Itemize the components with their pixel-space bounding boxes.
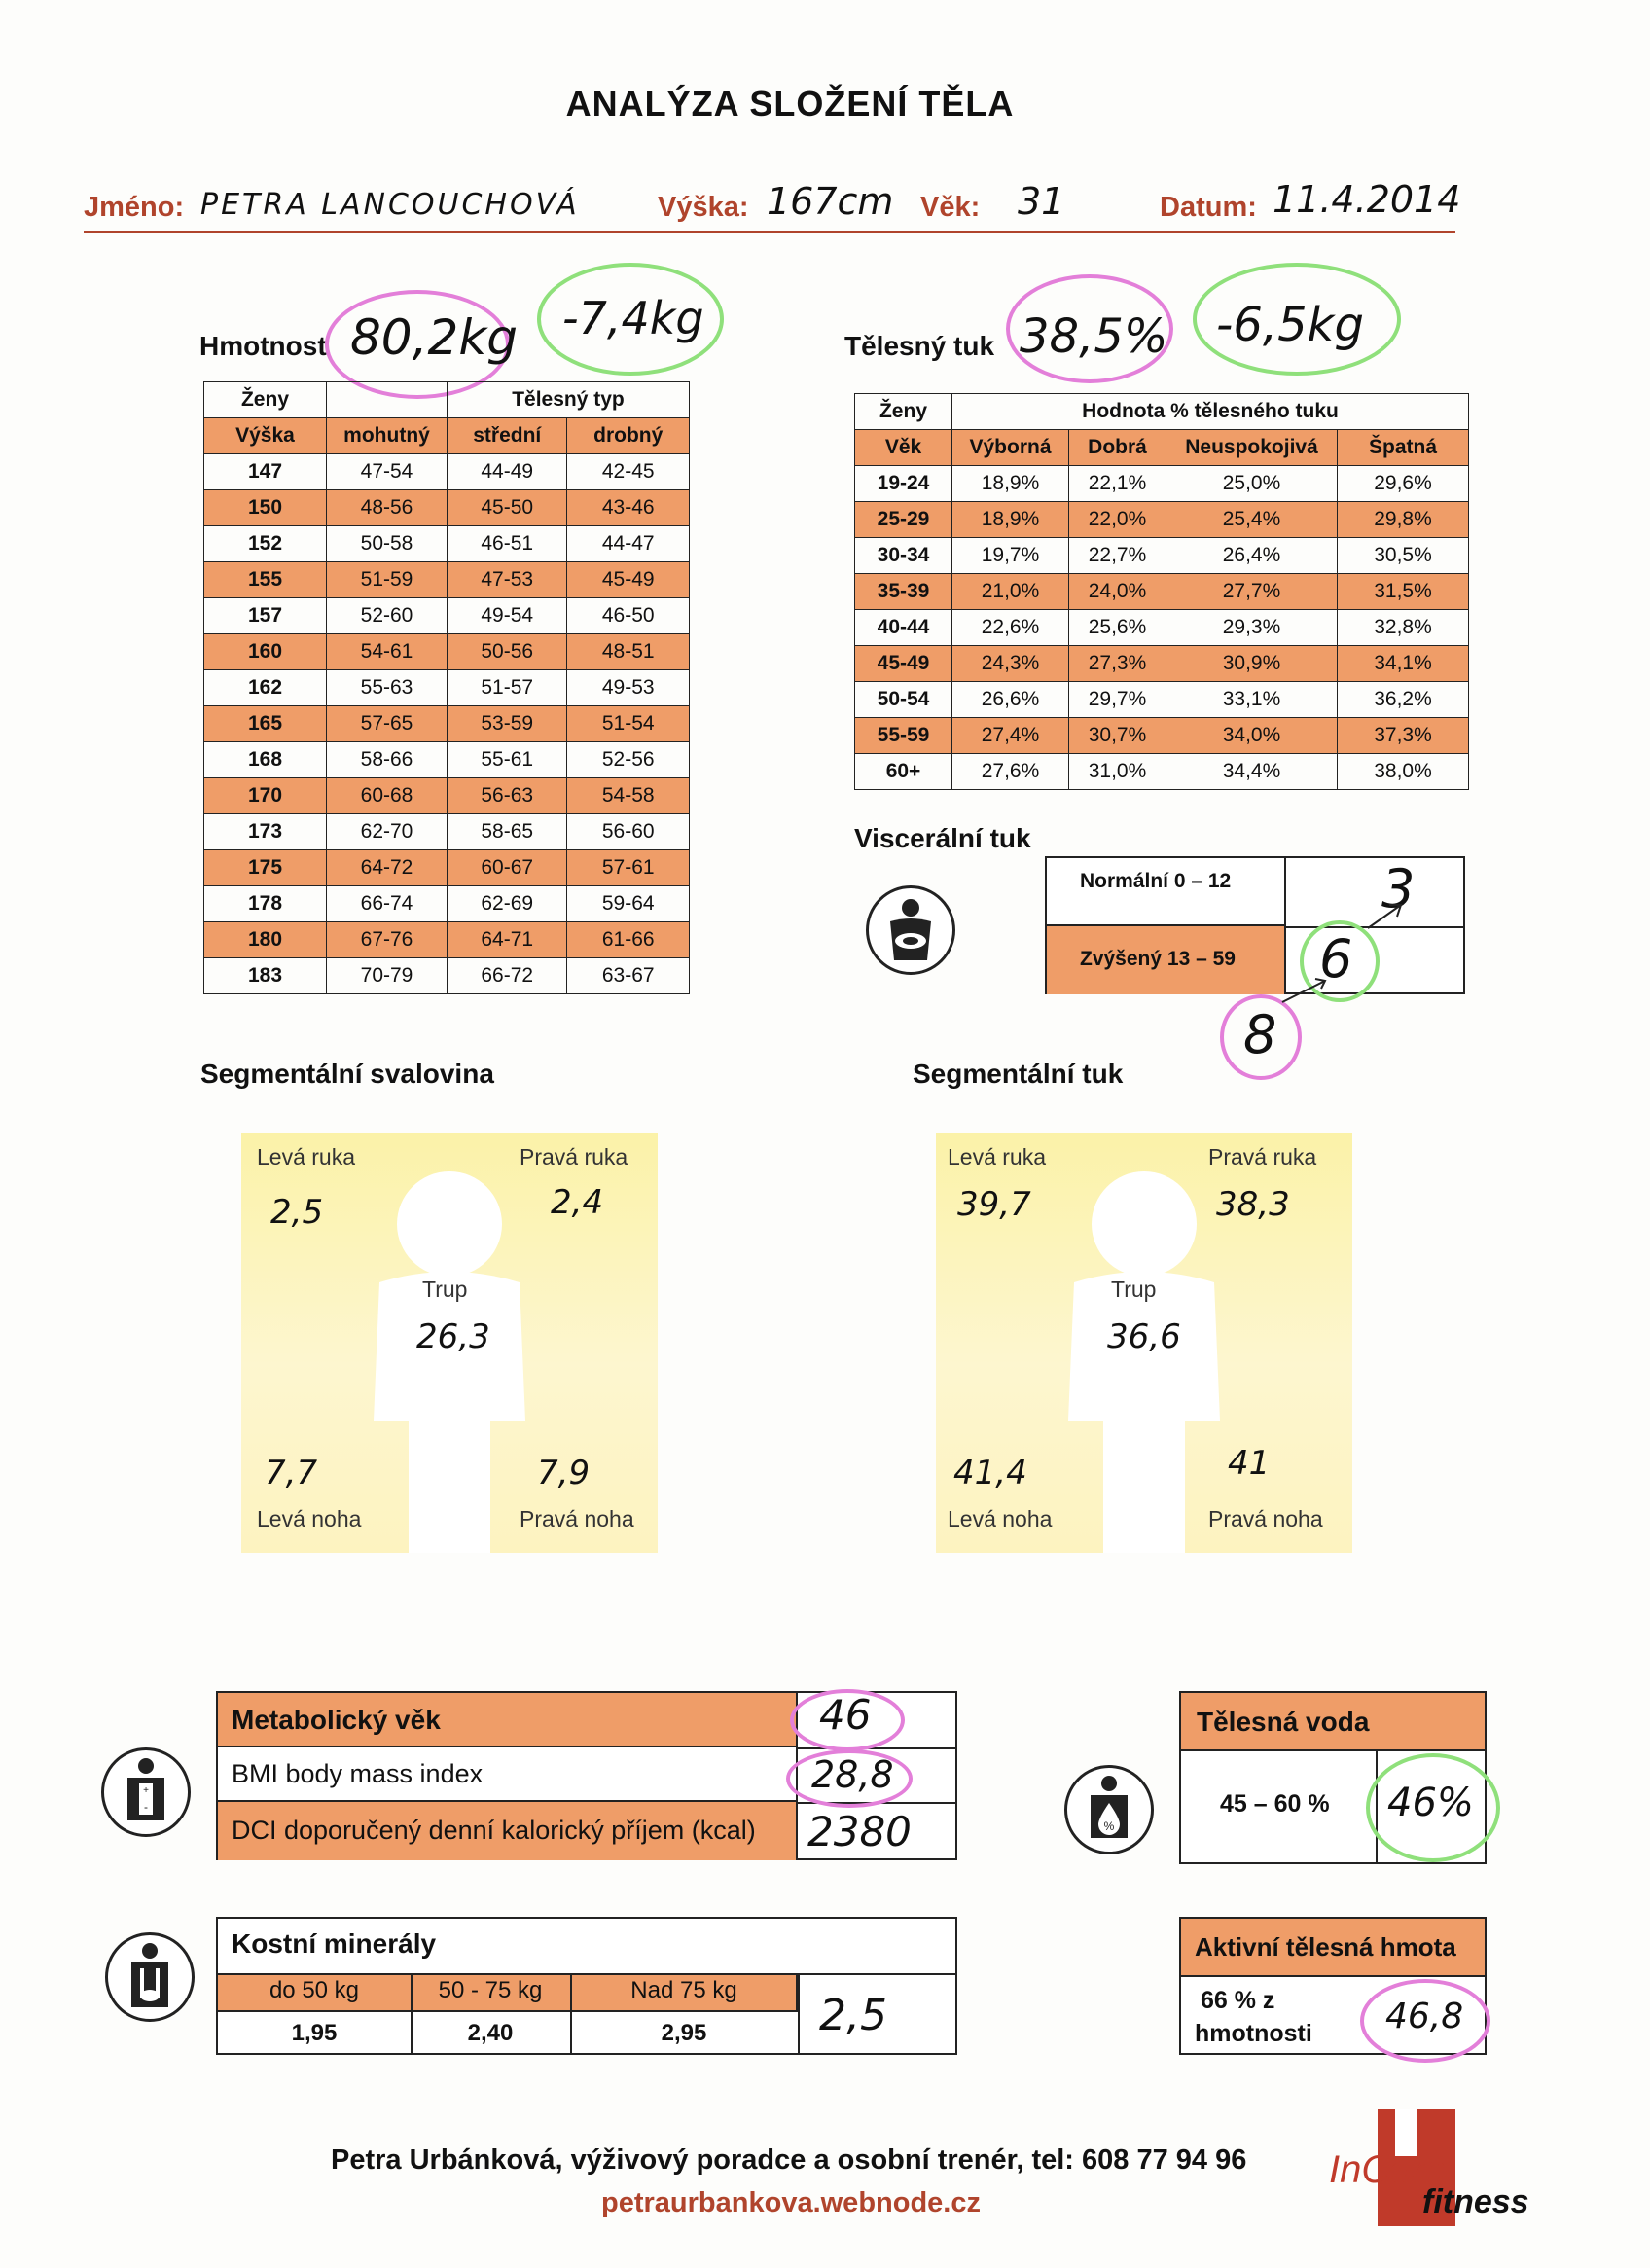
height-value: 167cm (767, 180, 894, 223)
seg-f-trunk: 36,6 (1107, 1317, 1181, 1356)
bone-val-0: 1,95 (291, 2020, 338, 2046)
weight-sub-2: střední (448, 418, 567, 454)
weight-row (204, 958, 690, 994)
seg-f-rarm: 38,3 (1216, 1185, 1290, 1224)
fat-cell: 22,6% (952, 610, 1069, 646)
fat-cell: 55-59 (855, 718, 952, 754)
bone-col-1: 50 - 75 kg (438, 1977, 543, 2003)
weight-th-1 (327, 382, 448, 418)
seg-f-rarm-label: Pravá ruka (1208, 1144, 1317, 1170)
weight-label: Hmotnost (199, 331, 327, 361)
weight-th-2: Tělesný typ (448, 382, 690, 418)
fat-cell: 34,4% (1166, 754, 1338, 790)
logo-text: InCore (1329, 2148, 1447, 2191)
seg-m-rarm: 2,4 (551, 1183, 604, 1222)
svg-text:%: % (1103, 1819, 1115, 1833)
water-value: 46% (1387, 1781, 1474, 1825)
active-desc1: 66 % z (1201, 1987, 1275, 2014)
weight-cell: 48-56 (327, 490, 448, 526)
fat-cell: 40-44 (855, 610, 952, 646)
weight-cell: 55-61 (448, 742, 567, 778)
visceral-old: 8 (1243, 1004, 1277, 1065)
fat-row (855, 610, 1469, 646)
weight-cell: 45-50 (448, 490, 567, 526)
weight-cell: 52-56 (567, 742, 690, 778)
weight-cell: 44-49 (448, 454, 567, 490)
weight-cell: 150 (204, 490, 327, 526)
weight-sub-0: Výška (204, 418, 327, 454)
active-label: Aktivní tělesná hmota (1181, 1919, 1485, 1977)
water-person-icon (1064, 1765, 1154, 1854)
bone-val-2: 2,95 (661, 2020, 707, 2046)
seg-muscle-label: Segmentální svalovina (200, 1059, 494, 1089)
fat-sub-2: Dobrá (1069, 430, 1166, 466)
fat-cell: 18,9% (952, 466, 1069, 502)
weight-cell: 62-70 (327, 814, 448, 850)
fat-cell: 22,1% (1069, 466, 1166, 502)
weight-cell: 70-79 (327, 958, 448, 994)
weight-cell: 52-60 (327, 598, 448, 634)
weight-cell: 53-59 (448, 706, 567, 742)
weight-cell: 155 (204, 562, 327, 598)
visceral-arrows (1265, 876, 1411, 1012)
fat-change: -6,5kg (1216, 298, 1364, 352)
seg-f-lleg-label: Levá noha (948, 1506, 1053, 1531)
weight-cell: 60-67 (448, 850, 567, 886)
weight-row (204, 670, 690, 706)
metabolic-age-value: 46 (819, 1691, 872, 1739)
weight-cell: 183 (204, 958, 327, 994)
header-line (84, 178, 1461, 233)
weight-cell: 66-72 (448, 958, 567, 994)
fat-row (855, 574, 1469, 610)
weight-cell: 170 (204, 778, 327, 814)
age-value: 31 (1018, 180, 1065, 223)
weight-cell: 165 (204, 706, 327, 742)
fat-cell: 34,1% (1338, 646, 1469, 682)
weight-cell: 50-56 (448, 634, 567, 670)
weight-row (204, 526, 690, 562)
weight-cell: 47-54 (327, 454, 448, 490)
bone-col-2: Nad 75 kg (630, 1977, 737, 2003)
bmi-label: BMI body mass index (218, 1747, 798, 1802)
seg-f-trunk-label: Trup (1111, 1277, 1157, 1302)
logo-subtext: fitness (1422, 2183, 1529, 2220)
visceral-raised: Zvýšený 13 – 59 (1047, 926, 1286, 994)
weight-cell: 63-67 (567, 958, 690, 994)
weight-cell: 49-54 (448, 598, 567, 634)
weight-row (204, 814, 690, 850)
weight-cell: 49-53 (567, 670, 690, 706)
weight-cell: 55-63 (327, 670, 448, 706)
weight-value: 80,2kg (350, 309, 519, 366)
fat-cell: 22,0% (1069, 502, 1166, 538)
age-label: Věk: (920, 192, 981, 223)
name-value: PETRA LANCOUCHOVÁ (200, 188, 580, 222)
water-range: 45 – 60 % (1220, 1790, 1330, 1818)
weight-cell: 56-63 (448, 778, 567, 814)
fat-row (855, 682, 1469, 718)
weight-row (204, 598, 690, 634)
weight-cell: 57-65 (327, 706, 448, 742)
fat-cell: 27,7% (1166, 574, 1338, 610)
battery-person-icon (101, 1747, 191, 1837)
fat-th-0: Ženy (855, 394, 952, 430)
fat-cell: 33,1% (1166, 682, 1338, 718)
bone-label: Kostní minerály (232, 1928, 437, 1959)
date-value: 11.4.2014 (1273, 178, 1461, 221)
weight-row (204, 454, 690, 490)
fat-row (855, 754, 1469, 790)
seg-m-trunk: 26,3 (416, 1317, 490, 1356)
visceral-person-icon (866, 885, 955, 975)
seg-fat-label: Segmentální tuk (913, 1059, 1124, 1089)
date-label: Datum: (1160, 192, 1257, 223)
fat-cell: 30-34 (855, 538, 952, 574)
weight-cell: 44-47 (567, 526, 690, 562)
seg-m-rleg: 7,9 (537, 1454, 591, 1493)
fat-cell: 29,3% (1166, 610, 1338, 646)
fat-cell: 31,5% (1338, 574, 1469, 610)
fat-cell: 35-39 (855, 574, 952, 610)
fat-sub-4: Špatná (1338, 430, 1469, 466)
weight-cell: 157 (204, 598, 327, 634)
footer-website[interactable]: petraurbankova.webnode.cz (601, 2187, 981, 2218)
weight-cell: 168 (204, 742, 327, 778)
fat-cell: 26,4% (1166, 538, 1338, 574)
weight-cell: 54-58 (567, 778, 690, 814)
fat-cell: 25-29 (855, 502, 952, 538)
fat-value: 38,5% (1020, 309, 1168, 364)
bone-col-0: do 50 kg (269, 1977, 360, 2003)
seg-m-rarm-label: Pravá ruka (520, 1144, 628, 1170)
weight-cell: 50-58 (327, 526, 448, 562)
weight-row (204, 778, 690, 814)
dci-value: 2380 (807, 1808, 912, 1855)
weight-cell: 51-54 (567, 706, 690, 742)
metabolic-age-label: Metabolický věk (218, 1693, 798, 1747)
weight-cell: 64-71 (448, 922, 567, 958)
visceral-label: Viscerální tuk (854, 823, 1031, 853)
visceral-normal: Normální 0 – 12 (1047, 858, 1286, 926)
seg-f-larm-label: Levá ruka (948, 1144, 1047, 1170)
seg-muscle-panel (241, 1133, 658, 1553)
weight-cell: 59-64 (567, 886, 690, 922)
fat-row (855, 502, 1469, 538)
height-label: Výška: (658, 192, 749, 223)
weight-cell: 64-72 (327, 850, 448, 886)
weight-cell: 178 (204, 886, 327, 922)
fat-cell: 24,0% (1069, 574, 1166, 610)
seg-f-rleg: 41 (1228, 1444, 1271, 1483)
weight-row (204, 742, 690, 778)
fat-cell: 32,8% (1338, 610, 1469, 646)
fat-cell: 25,4% (1166, 502, 1338, 538)
fat-cell: 24,3% (952, 646, 1069, 682)
fat-cell: 27,4% (952, 718, 1069, 754)
weight-cell: 152 (204, 526, 327, 562)
active-desc2: hmotnosti (1195, 2020, 1312, 2047)
weight-cell: 54-61 (327, 634, 448, 670)
fat-cell: 29,8% (1338, 502, 1469, 538)
seg-f-lleg: 41,4 (953, 1454, 1027, 1493)
seg-fat-panel (936, 1133, 1352, 1553)
weight-sub-3: drobný (567, 418, 690, 454)
fat-cell: 30,5% (1338, 538, 1469, 574)
fat-cell: 18,9% (952, 502, 1069, 538)
weight-cell: 147 (204, 454, 327, 490)
fat-sub-0: Věk (855, 430, 952, 466)
fat-cell: 27,3% (1069, 646, 1166, 682)
svg-text:-: - (144, 1800, 148, 1814)
fat-cell: 37,3% (1338, 718, 1469, 754)
weight-row (204, 922, 690, 958)
weight-th-0: Ženy (204, 382, 327, 418)
fat-cell: 31,0% (1069, 754, 1166, 790)
fat-sub-1: Výborná (952, 430, 1069, 466)
fat-cell: 30,9% (1166, 646, 1338, 682)
weight-cell: 162 (204, 670, 327, 706)
fat-row (855, 646, 1469, 682)
weight-cell: 57-61 (567, 850, 690, 886)
fat-sub-3: Neuspokojivá (1166, 430, 1338, 466)
footer-contact: Petra Urbánková, výživový poradce a osobní trenér, tel: 608 77 94 96 (331, 2144, 1247, 2176)
fat-cell: 60+ (855, 754, 952, 790)
weight-cell: 66-74 (327, 886, 448, 922)
weight-cell: 43-46 (567, 490, 690, 526)
seg-m-larm-label: Levá ruka (257, 1144, 356, 1170)
bone-value: 2,5 (819, 1991, 887, 2040)
fat-cell: 45-49 (855, 646, 952, 682)
fat-cell: 29,6% (1338, 466, 1469, 502)
fat-row (855, 718, 1469, 754)
fat-cell: 38,0% (1338, 754, 1469, 790)
visceral-mid: 6 (1319, 928, 1353, 990)
weight-cell: 46-50 (567, 598, 690, 634)
body-silhouette-icon (1029, 1168, 1259, 1553)
fat-cell: 30,7% (1069, 718, 1166, 754)
fat-row (855, 538, 1469, 574)
weight-table (203, 381, 690, 994)
bmi-value: 28,8 (811, 1753, 894, 1796)
weight-row (204, 706, 690, 742)
weight-cell: 60-68 (327, 778, 448, 814)
seg-m-lleg: 7,7 (265, 1454, 318, 1493)
bone-person-icon (105, 1932, 195, 2022)
weight-cell: 62-69 (448, 886, 567, 922)
fat-cell: 29,7% (1069, 682, 1166, 718)
weight-cell: 61-66 (567, 922, 690, 958)
seg-m-trunk-label: Trup (422, 1277, 468, 1302)
fat-cell: 25,6% (1069, 610, 1166, 646)
bone-val-1: 2,40 (467, 2020, 514, 2046)
weight-cell: 46-51 (448, 526, 567, 562)
weight-cell: 51-59 (327, 562, 448, 598)
fat-row (855, 466, 1469, 502)
weight-sub-1: mohutný (327, 418, 448, 454)
weight-row (204, 490, 690, 526)
weight-cell: 56-60 (567, 814, 690, 850)
weight-cell: 180 (204, 922, 327, 958)
fat-cell: 21,0% (952, 574, 1069, 610)
dci-label: DCI doporučený denní kalorický příjem (kcal) (218, 1802, 798, 1860)
name-label: Jméno: (84, 192, 185, 223)
seg-m-lleg-label: Levá noha (257, 1506, 362, 1531)
fat-cell: 19-24 (855, 466, 952, 502)
svg-text:+: + (143, 1785, 149, 1796)
fat-cell: 22,7% (1069, 538, 1166, 574)
fat-cell: 34,0% (1166, 718, 1338, 754)
weight-cell: 173 (204, 814, 327, 850)
seg-f-larm: 39,7 (957, 1185, 1031, 1224)
weight-cell: 47-53 (448, 562, 567, 598)
weight-change: -7,4kg (562, 292, 704, 344)
weight-cell: 58-65 (448, 814, 567, 850)
visceral-new: 3 (1381, 858, 1416, 919)
weight-row (204, 634, 690, 670)
water-label: Tělesná voda (1181, 1693, 1485, 1751)
weight-row (204, 886, 690, 922)
seg-f-rleg-label: Pravá noha (1208, 1506, 1323, 1531)
fat-cell: 27,6% (952, 754, 1069, 790)
fat-cell: 19,7% (952, 538, 1069, 574)
fat-table (854, 393, 1469, 790)
weight-cell: 160 (204, 634, 327, 670)
weight-cell: 175 (204, 850, 327, 886)
weight-cell: 45-49 (567, 562, 690, 598)
page-title: ANALÝZA SLOŽENÍ TĚLA (565, 84, 1015, 124)
weight-cell: 51-57 (448, 670, 567, 706)
fat-cell: 50-54 (855, 682, 952, 718)
fat-cell: 25,0% (1166, 466, 1338, 502)
weight-cell: 48-51 (567, 634, 690, 670)
weight-cell: 67-76 (327, 922, 448, 958)
body-silhouette-icon (335, 1168, 564, 1553)
seg-m-larm: 2,5 (270, 1193, 324, 1232)
seg-m-rleg-label: Pravá noha (520, 1506, 634, 1531)
fat-cell: 36,2% (1338, 682, 1469, 718)
weight-cell: 58-66 (327, 742, 448, 778)
fat-cell: 26,6% (952, 682, 1069, 718)
weight-row (204, 562, 690, 598)
active-value: 46,8 (1385, 1997, 1464, 2036)
weight-cell: 42-45 (567, 454, 690, 490)
fat-label: Tělesný tuk (844, 331, 995, 361)
fat-th-1: Hodnota % tělesného tuku (952, 394, 1469, 430)
weight-row (204, 850, 690, 886)
